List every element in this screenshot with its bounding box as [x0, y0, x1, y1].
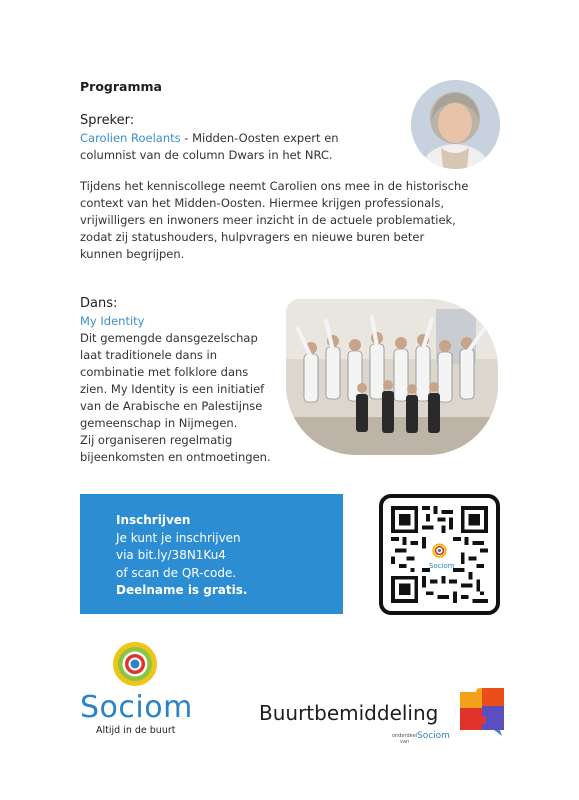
puzzle-logo-icon — [456, 686, 508, 738]
speaker-desc-1: - Midden-Oosten expert en — [180, 131, 339, 145]
buurtbemiddeling-sub-small — [392, 733, 417, 745]
speaker-paragraph-line: vrijwilligers en inwoners meer inzicht in de actuele problematiek, — [80, 213, 456, 227]
qr-code[interactable] — [379, 494, 500, 615]
qr-code-icon — [391, 506, 488, 603]
qr-center-label: Sociom — [429, 562, 455, 570]
speaker-label: Spreker: — [80, 113, 135, 128]
buurtbemiddeling-sub-brand: Sociom — [417, 731, 450, 741]
dance-line: zien. My Identity is een initiatief — [80, 382, 265, 396]
speaker-paragraph-line: kunnen begrijpen. — [80, 247, 185, 261]
speaker-paragraph-line: Tijdens het kenniscollege neemt Carolien ons mee in de historische — [80, 179, 469, 193]
sociom-tagline: Altijd in de buurt — [96, 725, 176, 736]
bb-sub-part-of: onderdeel — [392, 733, 418, 739]
dance-photo-icon — [286, 299, 498, 455]
speaker-photo — [411, 80, 500, 169]
dance-line: van de Arabische en Palestijnse — [80, 399, 263, 413]
speaker-paragraph — [80, 178, 480, 263]
speaker-name: Carolien Roelants — [80, 131, 181, 145]
dance-group-photo — [286, 299, 498, 455]
registration-link[interactable]: via bit.ly/38N1Ku4 — [116, 548, 226, 562]
dance-line: laat traditionele dans in — [80, 348, 218, 362]
speaker-desc-2: columnist van de column Dwars in het NRC. — [80, 148, 333, 162]
registration-title: Inschrijven — [116, 513, 191, 527]
program-heading: Programma — [80, 79, 162, 94]
buurtbemiddeling-wordmark: Buurtbemiddeling — [259, 701, 439, 725]
sociom-wordmark: Sociom — [80, 690, 193, 725]
registration-free-note: Deelname is gratis. — [116, 583, 248, 597]
registration-line: of scan de QR-code. — [116, 565, 237, 580]
speaker-portrait-icon — [411, 80, 500, 169]
speaker-paragraph-line: zodat zij statushouders, hulpvragers en nieuwe buren beter — [80, 230, 425, 244]
sociom-logo-icon — [111, 640, 159, 688]
registration-box — [80, 494, 343, 614]
dance-label: Dans: — [80, 296, 118, 311]
speaker-paragraph-line: context van het Midden-Oosten. Hiermee krijgen professionals, — [80, 196, 445, 210]
dance-line: Zij organiseren regelmatig — [80, 433, 233, 447]
dance-text — [80, 313, 285, 466]
registration-line: Je kunt je inschrijven — [116, 530, 241, 545]
dance-name: My Identity — [80, 314, 145, 328]
dance-line: combinatie met folklore dans — [80, 365, 249, 379]
dance-line: gemeenschap in Nijmegen. — [80, 416, 238, 430]
dance-line: Dit gemengde dansgezelschap — [80, 331, 258, 345]
dance-line: bijeenkomsten en ontmoetingen. — [80, 450, 271, 464]
speaker-intro — [80, 130, 410, 164]
bb-sub-from: van — [400, 739, 410, 745]
